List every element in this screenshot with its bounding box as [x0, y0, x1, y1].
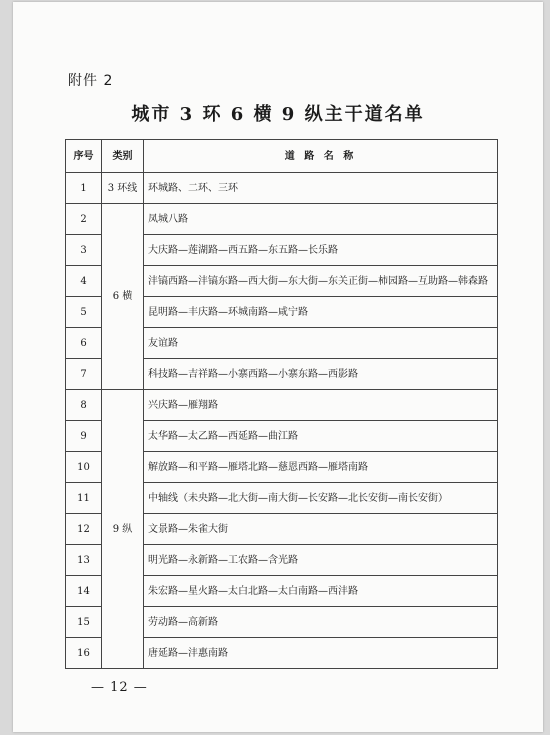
page-number: — 12 — [91, 680, 148, 695]
road-name: 太华路—太乙路—西延路—曲江路 [144, 421, 498, 452]
table-row [66, 173, 498, 204]
road-name: 沣镐西路—沣镐东路—西大街—东大街—东关正街—柿园路—互助路—韩森路 [144, 266, 498, 297]
row-number: 3 [66, 235, 102, 266]
header-road-name: 道 路 名 称 [144, 140, 498, 173]
row-number: 15 [66, 607, 102, 638]
road-name: 凤城八路 [144, 204, 498, 235]
table-row [66, 390, 498, 421]
attachment-label: 附件 2 [68, 73, 114, 89]
row-number: 6 [66, 328, 102, 359]
row-number: 11 [66, 483, 102, 514]
road-name: 文景路—朱雀大街 [144, 514, 498, 545]
row-number: 4 [66, 266, 102, 297]
document-title: 城市 3 环 6 横 9 纵主干道名单 [131, 104, 425, 125]
row-number: 9 [66, 421, 102, 452]
row-number: 12 [66, 514, 102, 545]
category-vertical: 9 纵 [102, 390, 144, 669]
road-name: 唐延路—沣惠南路 [144, 638, 498, 669]
road-name: 环城路、二环、三环 [144, 173, 498, 204]
road-name: 大庆路—莲湖路—西五路—东五路—长乐路 [144, 235, 498, 266]
road-name: 兴庆路—雁翔路 [144, 390, 498, 421]
row-number: 8 [66, 390, 102, 421]
document-page [13, 2, 543, 732]
header-category: 类别 [102, 140, 144, 173]
row-number: 13 [66, 545, 102, 576]
row-number: 16 [66, 638, 102, 669]
table-header-row [66, 140, 498, 173]
table-row [66, 204, 498, 235]
row-number: 7 [66, 359, 102, 390]
category-ring: 3 环线 [102, 173, 144, 204]
road-name: 科技路—吉祥路—小寨西路—小寨东路—西影路 [144, 359, 498, 390]
road-name: 朱宏路—星火路—太白北路—太白南路—西沣路 [144, 576, 498, 607]
road-name: 昆明路—丰庆路—环城南路—咸宁路 [144, 297, 498, 328]
road-name: 中轴线（未央路—北大街—南大街—长安路—北长安街—南长安街） [144, 483, 498, 514]
row-number: 14 [66, 576, 102, 607]
row-number: 2 [66, 204, 102, 235]
road-name: 友谊路 [144, 328, 498, 359]
row-number: 1 [66, 173, 102, 204]
road-name: 明光路—永新路—工农路—含光路 [144, 545, 498, 576]
road-list-table [65, 139, 498, 669]
header-number: 序号 [66, 140, 102, 173]
category-horizontal: 6 横 [102, 204, 144, 390]
row-number: 10 [66, 452, 102, 483]
road-name: 解放路—和平路—雁塔北路—慈恩西路—雁塔南路 [144, 452, 498, 483]
row-number: 5 [66, 297, 102, 328]
road-name: 劳动路—高新路 [144, 607, 498, 638]
